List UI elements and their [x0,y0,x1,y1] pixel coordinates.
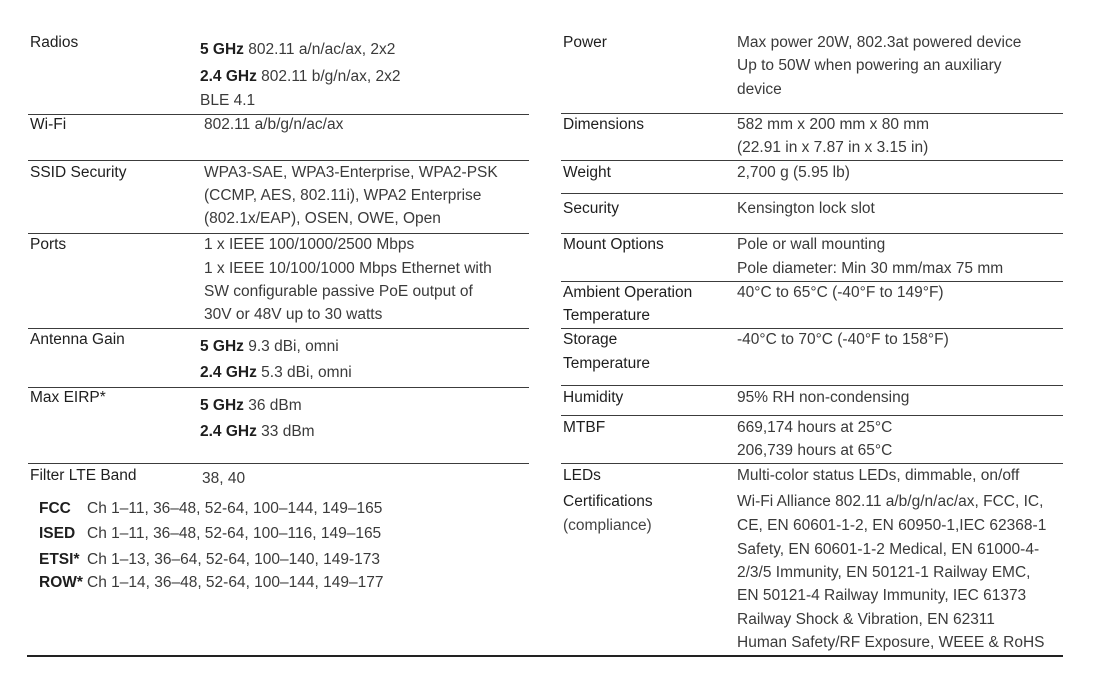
power-line-2: Up to 50W when powering an auxiliary [737,57,1002,74]
regulatory-channels: Ch 1–11, 36–48, 52-64, 100–144, 149–165 [87,500,383,517]
power-line-1: Max power 20W, 802.3at powered device [737,34,1022,51]
dimensions-line-2: (22.91 in x 7.87 in x 3.15 in) [737,139,929,156]
certifications-line-6: Railway Shock & Vibration, EN 62311 [737,611,995,628]
ssid-line-1: WPA3-SAE, WPA3-Enterprise, WPA2-PSK [204,164,498,181]
antenna-5ghz-band: 5 GHz [200,338,244,355]
certifications-line-4: 2/3/5 Immunity, EN 50121-1 Railway EMC, [737,564,1031,581]
antenna-5ghz-value: 9.3 dBi, omni [248,338,339,355]
regulatory-region: ISED [39,525,76,542]
power-label: Power [563,34,607,51]
antenna-5ghz [200,335,339,358]
regulatory-row-row [39,571,383,594]
eirp-5ghz [200,394,302,417]
ports-line-4: 30V or 48V up to 30 watts [204,306,383,323]
mount-label: Mount Options [563,236,664,253]
certifications-line-2: CE, EN 60601-1-2, EN 60950-1,IEC 62368-1 [737,517,1047,534]
lte-label: Filter LTE Band [30,467,137,484]
power-line-3: device [737,81,782,98]
regulatory-region: FCC [39,500,71,517]
ports-line-1: 1 x IEEE 100/1000/2500 Mbps [204,236,415,253]
eirp-24ghz [200,420,315,443]
regulatory-channels: Ch 1–14, 36–48, 52-64, 100–144, 149–177 [87,574,384,591]
radios-5ghz [200,38,395,61]
leds-value: Multi-color status LEDs, dimmable, on/off [737,467,1020,484]
regulatory-region: ETSI* [39,551,80,568]
radios-24ghz-band: 2.4 GHz [200,68,257,85]
regulatory-region: ROW* [39,574,83,591]
leds-label: LEDs [563,467,601,484]
storage-label-line-2: Temperature [563,355,651,372]
mtbf-label: MTBF [563,419,606,436]
weight-label: Weight [563,164,611,181]
security-label: Security [563,200,619,217]
certifications-label: Certifications [563,493,653,510]
regulatory-row-ised [39,522,381,545]
certifications-line-1: Wi-Fi Alliance 802.11 a/b/g/n/ac/ax, FCC, IC, [737,493,1044,510]
ports-line-3: SW configurable passive PoE output of [204,283,473,300]
certifications-line-5: EN 50121-4 Railway Immunity, IEC 61373 [737,587,1027,604]
radios-5ghz-band: 5 GHz [200,41,244,58]
storage-label-line-1: Storage [563,331,618,348]
radios-ble: BLE 4.1 [200,92,256,109]
mtbf-line-1: 669,174 hours at 25°C [737,419,893,436]
dimensions-label: Dimensions [563,116,644,133]
storage-value: -40°C to 70°C (-40°F to 158°F) [737,331,949,348]
ssid-line-3: (802.1x/EAP), OSEN, OWE, Open [204,210,441,227]
certifications-line-7: Human Safety/RF Exposure, WEEE & RoHS [737,634,1045,651]
ports-label: Ports [30,236,67,253]
ports-line-2: 1 x IEEE 10/100/1000 Mbps Ethernet with [204,260,492,277]
row-divider [561,193,1063,194]
table-bottom-rule [27,655,1063,657]
ambient-label-line-2: Temperature [563,307,651,324]
weight-value: 2,700 g (5.95 lb) [737,164,850,181]
ssid-line-2: (CCMP, AES, 802.11i), WPA2 Enterprise [204,187,482,204]
certifications-sublabel: (compliance) [563,517,652,534]
humidity-label: Humidity [563,389,624,406]
regulatory-channels: Ch 1–13, 36–64, 52-64, 100–140, 149-173 [87,551,381,568]
eirp-24ghz-value: 33 dBm [261,423,315,440]
mount-line-1: Pole or wall mounting [737,236,886,253]
eirp-5ghz-band: 5 GHz [200,397,244,414]
mtbf-line-2: 206,739 hours at 65°C [737,442,893,459]
radios-5ghz-value: 802.11 a/n/ac/ax, 2x2 [248,41,396,58]
ssid-label: SSID Security [30,164,127,181]
radios-24ghz-value: 802.11 b/g/n/ax, 2x2 [261,68,401,85]
wifi-label: Wi-Fi [30,116,67,133]
regulatory-channels: Ch 1–11, 36–48, 52-64, 100–116, 149–165 [87,525,382,542]
certifications-line-3: Safety, EN 60601-1-2 Medical, EN 61000-4- [737,541,1040,558]
lte-value: 38, 40 [202,470,246,487]
mount-line-2: Pole diameter: Min 30 mm/max 75 mm [737,260,1004,277]
dimensions-line-1: 582 mm x 200 mm x 80 mm [737,116,930,133]
regulatory-row-fcc [39,497,382,520]
wifi-value: 802.11 a/b/g/n/ac/ax [204,116,344,133]
regulatory-row-etsi [39,548,380,571]
antenna-24ghz-value: 5.3 dBi, omni [261,364,352,381]
humidity-value: 95% RH non-condensing [737,389,910,406]
antenna-label: Antenna Gain [30,331,125,348]
antenna-24ghz [200,361,352,384]
eirp-24ghz-band: 2.4 GHz [200,423,257,440]
radios-24ghz [200,65,401,88]
antenna-24ghz-band: 2.4 GHz [200,364,257,381]
security-value: Kensington lock slot [737,200,875,217]
ambient-label-line-1: Ambient Operation [563,284,693,301]
eirp-label: Max EIRP* [30,389,106,406]
eirp-5ghz-value: 36 dBm [248,397,302,414]
ambient-value: 40°C to 65°C (-40°F to 149°F) [737,284,944,301]
radios-label: Radios [30,34,79,51]
